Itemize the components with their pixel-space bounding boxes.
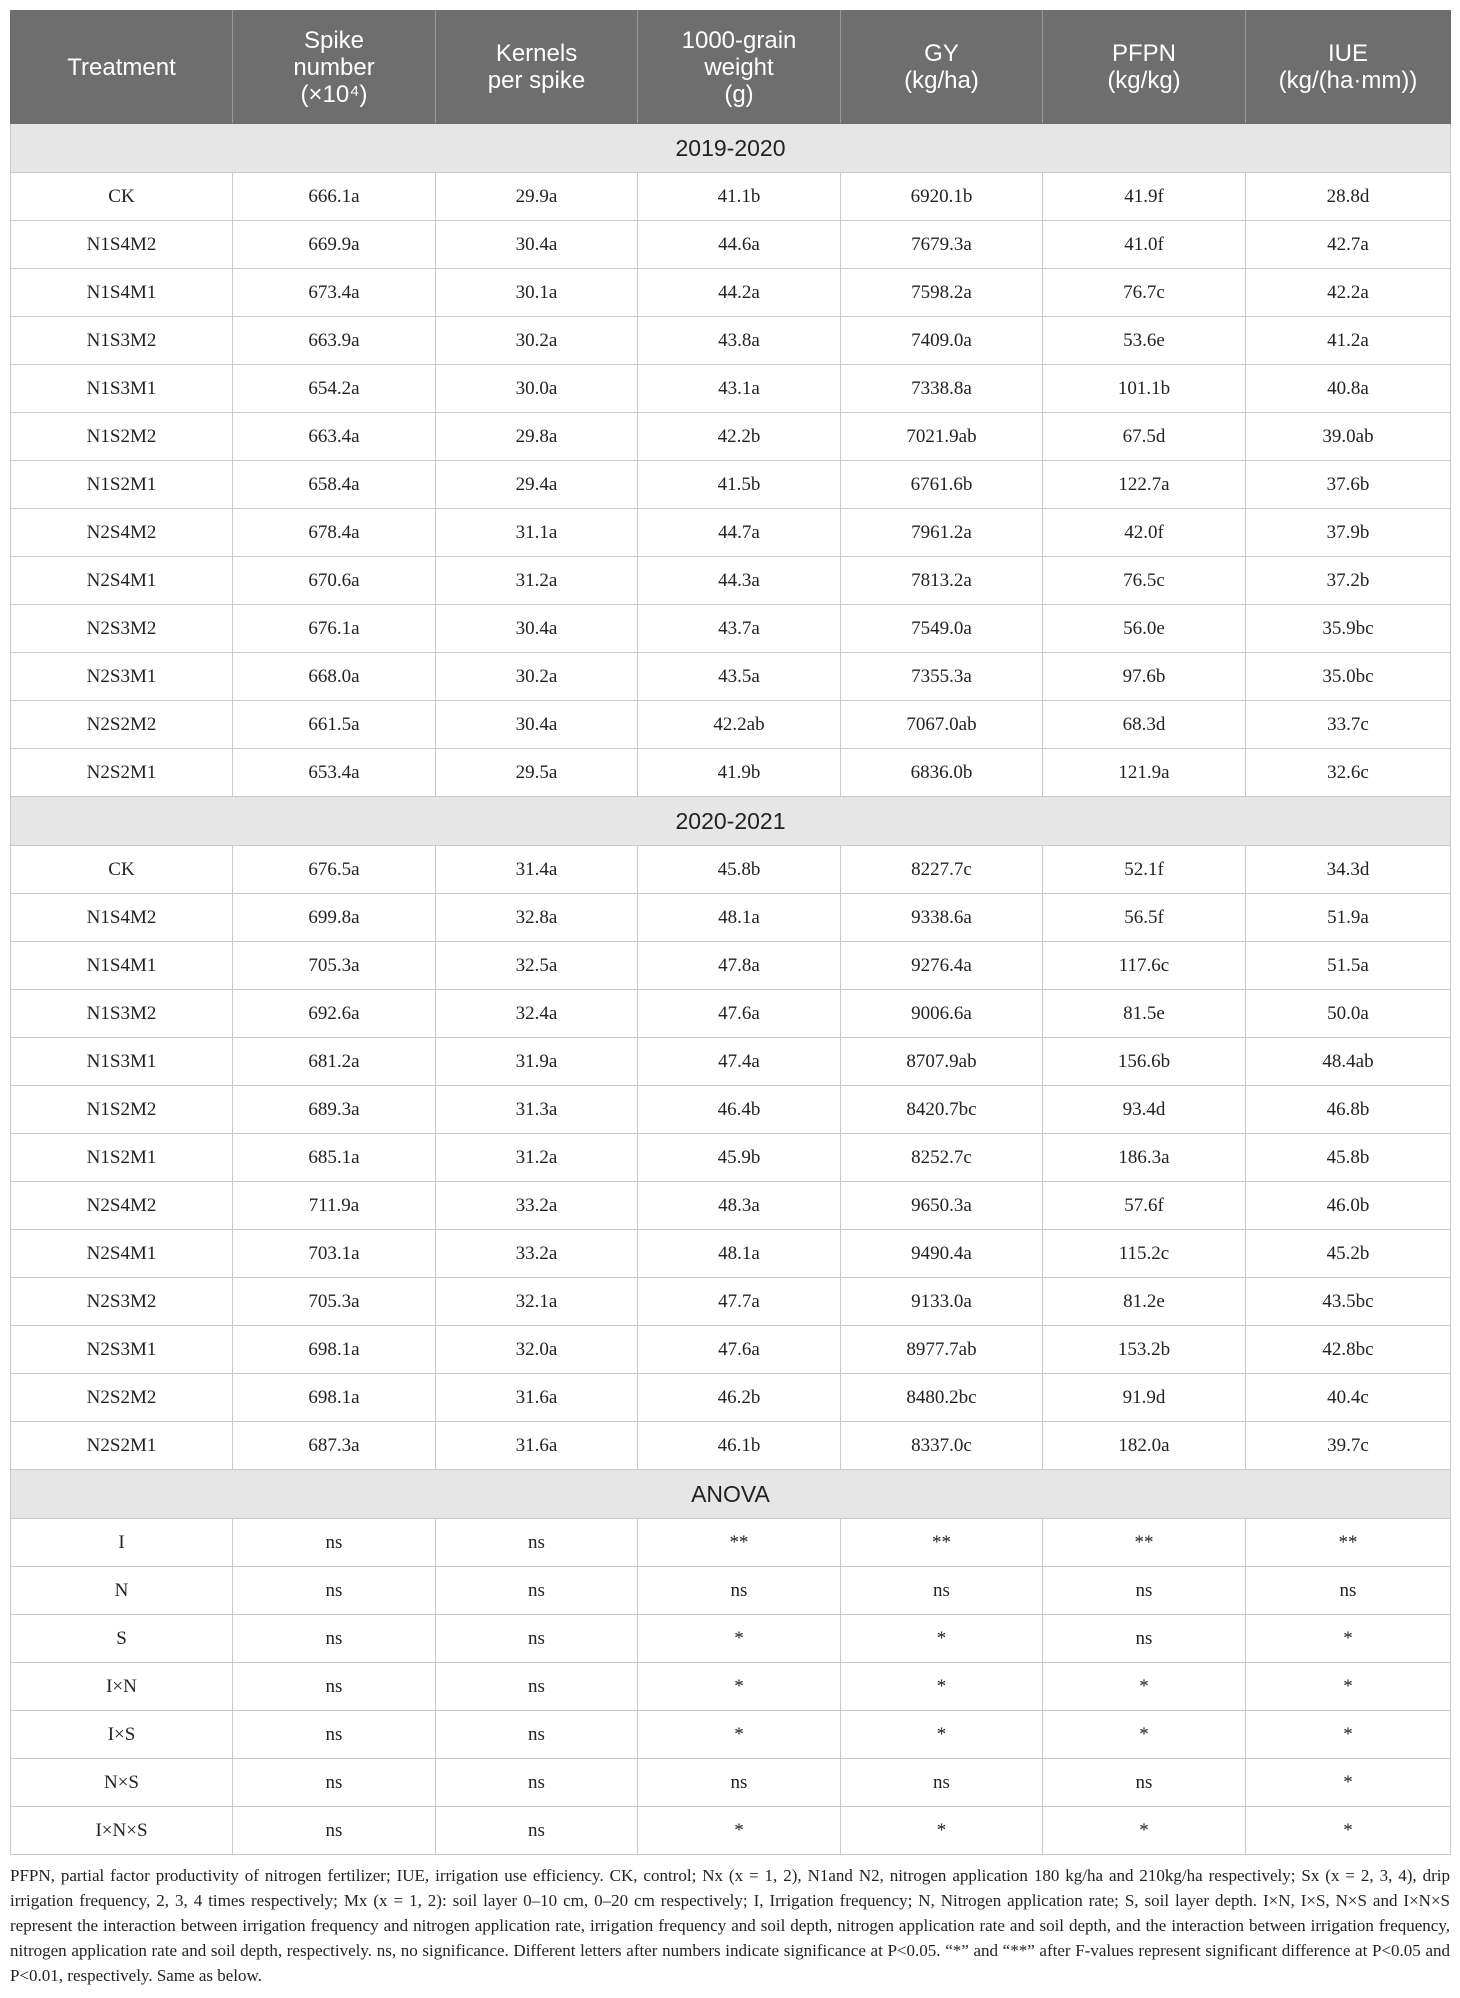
value-cell: 29.5a bbox=[436, 749, 638, 797]
value-cell: ns bbox=[233, 1663, 436, 1711]
column-header bbox=[436, 11, 638, 124]
value-cell: 51.9a bbox=[1246, 894, 1451, 942]
value-cell: 42.2ab bbox=[638, 701, 841, 749]
value-cell: 33.2a bbox=[436, 1182, 638, 1230]
section-title: 2019-2020 bbox=[11, 124, 1451, 173]
section-header-row bbox=[11, 1470, 1451, 1519]
value-cell: ns bbox=[841, 1759, 1043, 1807]
column-header-line: (×10⁴) bbox=[300, 80, 368, 108]
value-cell: 7813.2a bbox=[841, 557, 1043, 605]
value-cell: 6836.0b bbox=[841, 749, 1043, 797]
value-cell: 47.8a bbox=[638, 942, 841, 990]
treatment-cell: N1S3M2 bbox=[11, 990, 233, 1038]
value-cell: 41.1b bbox=[638, 173, 841, 221]
column-header bbox=[841, 11, 1043, 124]
value-cell: 182.0a bbox=[1043, 1422, 1246, 1470]
section-title: ANOVA bbox=[11, 1470, 1451, 1519]
value-cell: 42.7a bbox=[1246, 221, 1451, 269]
value-cell: ** bbox=[638, 1519, 841, 1567]
value-cell: 43.8a bbox=[638, 317, 841, 365]
value-cell: 668.0a bbox=[233, 653, 436, 701]
value-cell: 32.5a bbox=[436, 942, 638, 990]
column-header bbox=[1043, 11, 1246, 124]
value-cell: 6761.6b bbox=[841, 461, 1043, 509]
table-row bbox=[11, 1374, 1451, 1422]
value-cell: ** bbox=[1246, 1519, 1451, 1567]
value-cell: 8420.7bc bbox=[841, 1086, 1043, 1134]
value-cell: 41.9b bbox=[638, 749, 841, 797]
value-cell: 7067.0ab bbox=[841, 701, 1043, 749]
table-row bbox=[11, 1182, 1451, 1230]
value-cell: 31.3a bbox=[436, 1086, 638, 1134]
value-cell: 654.2a bbox=[233, 365, 436, 413]
header-row bbox=[11, 11, 1451, 124]
section-header-row bbox=[11, 797, 1451, 846]
table-row bbox=[11, 557, 1451, 605]
column-header-line: Spike bbox=[303, 26, 365, 54]
treatment-cell: N1S3M2 bbox=[11, 317, 233, 365]
value-cell: 76.5c bbox=[1043, 557, 1246, 605]
column-header-line: (kg/kg) bbox=[1107, 67, 1181, 94]
value-cell: 43.5a bbox=[638, 653, 841, 701]
value-cell: 673.4a bbox=[233, 269, 436, 317]
table-row bbox=[11, 365, 1451, 413]
value-cell: * bbox=[1043, 1807, 1246, 1855]
treatment-cell: N2S3M1 bbox=[11, 653, 233, 701]
column-header-line: number bbox=[293, 53, 375, 81]
value-cell: 44.6a bbox=[638, 221, 841, 269]
value-cell: * bbox=[1246, 1663, 1451, 1711]
value-cell: * bbox=[638, 1663, 841, 1711]
value-cell: 67.5d bbox=[1043, 413, 1246, 461]
treatment-cell: N1S2M1 bbox=[11, 1134, 233, 1182]
value-cell: 30.4a bbox=[436, 221, 638, 269]
value-cell: 676.5a bbox=[233, 846, 436, 894]
value-cell: 34.3d bbox=[1246, 846, 1451, 894]
value-cell: 699.8a bbox=[233, 894, 436, 942]
value-cell: 711.9a bbox=[233, 1182, 436, 1230]
treatment-cell: N1S2M2 bbox=[11, 1086, 233, 1134]
value-cell: 32.8a bbox=[436, 894, 638, 942]
table-row bbox=[11, 1615, 1451, 1663]
table-row bbox=[11, 1422, 1451, 1470]
column-header bbox=[638, 11, 841, 124]
value-cell: 9338.6a bbox=[841, 894, 1043, 942]
value-cell: 29.4a bbox=[436, 461, 638, 509]
value-cell: ns bbox=[436, 1711, 638, 1759]
value-cell: 35.9bc bbox=[1246, 605, 1451, 653]
treatment-cell: N2S4M1 bbox=[11, 1230, 233, 1278]
value-cell: 48.3a bbox=[638, 1182, 841, 1230]
value-cell: 37.9b bbox=[1246, 509, 1451, 557]
value-cell: 653.4a bbox=[233, 749, 436, 797]
value-cell: 705.3a bbox=[233, 942, 436, 990]
value-cell: ns bbox=[1043, 1615, 1246, 1663]
value-cell: 9133.0a bbox=[841, 1278, 1043, 1326]
column-header-line: weight bbox=[704, 53, 774, 81]
table-row bbox=[11, 1134, 1451, 1182]
value-cell: 35.0bc bbox=[1246, 653, 1451, 701]
column-header-line: per spike bbox=[487, 67, 586, 94]
value-cell: 8707.9ab bbox=[841, 1038, 1043, 1086]
value-cell: 44.7a bbox=[638, 509, 841, 557]
value-cell: 32.0a bbox=[436, 1326, 638, 1374]
value-cell: 31.4a bbox=[436, 846, 638, 894]
column-header-line: Kernels bbox=[495, 40, 578, 67]
value-cell: 97.6b bbox=[1043, 653, 1246, 701]
value-cell: 117.6c bbox=[1043, 942, 1246, 990]
value-cell: 31.1a bbox=[436, 509, 638, 557]
value-cell: 31.6a bbox=[436, 1374, 638, 1422]
table-container bbox=[10, 10, 1450, 1988]
value-cell: 50.0a bbox=[1246, 990, 1451, 1038]
table-row bbox=[11, 1807, 1451, 1855]
value-cell: 40.8a bbox=[1246, 365, 1451, 413]
value-cell: ns bbox=[1043, 1567, 1246, 1615]
value-cell: 46.4b bbox=[638, 1086, 841, 1134]
table-row bbox=[11, 846, 1451, 894]
value-cell: 42.2a bbox=[1246, 269, 1451, 317]
value-cell: 666.1a bbox=[233, 173, 436, 221]
value-cell: 661.5a bbox=[233, 701, 436, 749]
value-cell: 689.3a bbox=[233, 1086, 436, 1134]
table-row bbox=[11, 413, 1451, 461]
value-cell: * bbox=[1043, 1711, 1246, 1759]
value-cell: ns bbox=[233, 1615, 436, 1663]
value-cell: 8337.0c bbox=[841, 1422, 1043, 1470]
value-cell: 53.6e bbox=[1043, 317, 1246, 365]
column-header-line: IUE bbox=[1327, 40, 1368, 67]
value-cell: 685.1a bbox=[233, 1134, 436, 1182]
value-cell: 663.9a bbox=[233, 317, 436, 365]
value-cell: * bbox=[1246, 1711, 1451, 1759]
table-header bbox=[11, 11, 1451, 124]
value-cell: ns bbox=[233, 1567, 436, 1615]
value-cell: ns bbox=[436, 1519, 638, 1567]
value-cell: 43.1a bbox=[638, 365, 841, 413]
treatment-cell: CK bbox=[11, 846, 233, 894]
table-row bbox=[11, 653, 1451, 701]
value-cell: 122.7a bbox=[1043, 461, 1246, 509]
value-cell: 698.1a bbox=[233, 1326, 436, 1374]
treatment-cell: N2S3M2 bbox=[11, 605, 233, 653]
value-cell: 33.7c bbox=[1246, 701, 1451, 749]
value-cell: 6920.1b bbox=[841, 173, 1043, 221]
value-cell: 7355.3a bbox=[841, 653, 1043, 701]
value-cell: 9006.6a bbox=[841, 990, 1043, 1038]
value-cell: 8977.7ab bbox=[841, 1326, 1043, 1374]
value-cell: ns bbox=[638, 1567, 841, 1615]
treatment-cell: N1S3M1 bbox=[11, 365, 233, 413]
value-cell: 45.9b bbox=[638, 1134, 841, 1182]
treatment-cell: N1S2M2 bbox=[11, 413, 233, 461]
treatment-cell: N1S4M1 bbox=[11, 942, 233, 990]
value-cell: ns bbox=[233, 1759, 436, 1807]
value-cell: 30.2a bbox=[436, 653, 638, 701]
treatment-cell: N2S2M1 bbox=[11, 1422, 233, 1470]
value-cell: 48.1a bbox=[638, 1230, 841, 1278]
value-cell: 30.1a bbox=[436, 269, 638, 317]
results-table bbox=[10, 10, 1451, 1855]
treatment-cell: N2S4M2 bbox=[11, 509, 233, 557]
value-cell: 41.9f bbox=[1043, 173, 1246, 221]
treatment-cell: N2S3M2 bbox=[11, 1278, 233, 1326]
value-cell: * bbox=[638, 1711, 841, 1759]
table-body bbox=[11, 124, 1451, 1855]
table-row bbox=[11, 605, 1451, 653]
value-cell: 32.4a bbox=[436, 990, 638, 1038]
table-footnote: PFPN, partial factor productivity of nitrogen fertilizer; IUE, irrigation use efficiency. CK, control; Nx (x = 1, 2), N1and N2, nitrogen application 180 kg/ha and 210kg/ha respectively; Sx (x = 2, 3, 4), drip irrigation frequency, 2, 3, 4 times respectively; Mx (x = 1, 2): soil layer 0–10 cm, 0–20 cm respectively; I, Irrigation frequency; N, Nitrogen application rate; S, soil layer depth. I×N, I×S, N×S and I×N×S represent the interaction between irrigation frequency and nitrogen application rate, irrigation frequency and soil depth, nitrogen application rate and soil depth, and the interaction between irrigation frequency, nitrogen application rate and soil depth, respectively. ns, no significance. Different letters after numbers indicate significance at P<0.05. “*” and “**” after F-values represent significant difference at P<0.05 and P<0.01, respectively. Same as below. bbox=[10, 1866, 1450, 1985]
value-cell: 9276.4a bbox=[841, 942, 1043, 990]
table-row bbox=[11, 894, 1451, 942]
value-cell: * bbox=[638, 1615, 841, 1663]
table-row bbox=[11, 942, 1451, 990]
value-cell: 705.3a bbox=[233, 1278, 436, 1326]
value-cell: 678.4a bbox=[233, 509, 436, 557]
value-cell: 41.0f bbox=[1043, 221, 1246, 269]
value-cell: ns bbox=[841, 1567, 1043, 1615]
treatment-cell: N1S2M1 bbox=[11, 461, 233, 509]
value-cell: 31.2a bbox=[436, 557, 638, 605]
value-cell: 47.6a bbox=[638, 990, 841, 1038]
value-cell: 8480.2bc bbox=[841, 1374, 1043, 1422]
treatment-cell: I bbox=[11, 1519, 233, 1567]
table-row bbox=[11, 173, 1451, 221]
value-cell: 658.4a bbox=[233, 461, 436, 509]
value-cell: * bbox=[841, 1807, 1043, 1855]
column-header-line: PFPN bbox=[1111, 40, 1176, 67]
value-cell: 31.2a bbox=[436, 1134, 638, 1182]
treatment-cell: N bbox=[11, 1567, 233, 1615]
value-cell: 47.6a bbox=[638, 1326, 841, 1374]
table-row bbox=[11, 269, 1451, 317]
value-cell: 48.1a bbox=[638, 894, 841, 942]
table-row bbox=[11, 1278, 1451, 1326]
treatment-cell: N2S4M2 bbox=[11, 1182, 233, 1230]
value-cell: 8227.7c bbox=[841, 846, 1043, 894]
value-cell: 37.6b bbox=[1246, 461, 1451, 509]
value-cell: 39.0ab bbox=[1246, 413, 1451, 461]
value-cell: 81.5e bbox=[1043, 990, 1246, 1038]
value-cell: 44.3a bbox=[638, 557, 841, 605]
value-cell: ns bbox=[1246, 1567, 1451, 1615]
value-cell: 42.8bc bbox=[1246, 1326, 1451, 1374]
value-cell: 56.5f bbox=[1043, 894, 1246, 942]
value-cell: ns bbox=[436, 1567, 638, 1615]
table-row bbox=[11, 1711, 1451, 1759]
value-cell: 7598.2a bbox=[841, 269, 1043, 317]
value-cell: 9490.4a bbox=[841, 1230, 1043, 1278]
treatment-cell: N1S3M1 bbox=[11, 1038, 233, 1086]
value-cell: 9650.3a bbox=[841, 1182, 1043, 1230]
treatment-cell: N2S3M1 bbox=[11, 1326, 233, 1374]
value-cell: 76.7c bbox=[1043, 269, 1246, 317]
table-row bbox=[11, 1326, 1451, 1374]
value-cell: * bbox=[841, 1711, 1043, 1759]
value-cell: 81.2e bbox=[1043, 1278, 1246, 1326]
value-cell: ns bbox=[436, 1615, 638, 1663]
value-cell: 30.2a bbox=[436, 317, 638, 365]
value-cell: 670.6a bbox=[233, 557, 436, 605]
value-cell: * bbox=[1043, 1663, 1246, 1711]
value-cell: 7338.8a bbox=[841, 365, 1043, 413]
treatment-cell: I×N bbox=[11, 1663, 233, 1711]
table-row bbox=[11, 749, 1451, 797]
value-cell: 30.4a bbox=[436, 605, 638, 653]
value-cell: 45.8b bbox=[638, 846, 841, 894]
value-cell: 663.4a bbox=[233, 413, 436, 461]
value-cell: 7549.0a bbox=[841, 605, 1043, 653]
value-cell: 68.3d bbox=[1043, 701, 1246, 749]
value-cell: * bbox=[841, 1615, 1043, 1663]
value-cell: 93.4d bbox=[1043, 1086, 1246, 1134]
table-row bbox=[11, 509, 1451, 557]
column-header bbox=[1246, 11, 1451, 124]
section-title: 2020-2021 bbox=[11, 797, 1451, 846]
value-cell: 91.9d bbox=[1043, 1374, 1246, 1422]
value-cell: 29.9a bbox=[436, 173, 638, 221]
value-cell: 681.2a bbox=[233, 1038, 436, 1086]
value-cell: 57.6f bbox=[1043, 1182, 1246, 1230]
value-cell: ns bbox=[436, 1807, 638, 1855]
treatment-cell: I×N×S bbox=[11, 1807, 233, 1855]
value-cell: 45.2b bbox=[1246, 1230, 1451, 1278]
value-cell: 30.4a bbox=[436, 701, 638, 749]
treatment-cell: CK bbox=[11, 173, 233, 221]
treatment-cell: N2S2M1 bbox=[11, 749, 233, 797]
table-row bbox=[11, 221, 1451, 269]
value-cell: 30.0a bbox=[436, 365, 638, 413]
value-cell: 41.5b bbox=[638, 461, 841, 509]
treatment-cell: N1S4M2 bbox=[11, 894, 233, 942]
column-header-line: 1000-grain bbox=[681, 26, 797, 54]
column-header-line: (kg/(ha·mm)) bbox=[1278, 67, 1418, 94]
table-row bbox=[11, 990, 1451, 1038]
value-cell: 7679.3a bbox=[841, 221, 1043, 269]
value-cell: 46.8b bbox=[1246, 1086, 1451, 1134]
treatment-cell: N2S2M2 bbox=[11, 1374, 233, 1422]
value-cell: * bbox=[841, 1663, 1043, 1711]
value-cell: 692.6a bbox=[233, 990, 436, 1038]
table-row bbox=[11, 1759, 1451, 1807]
value-cell: 43.5bc bbox=[1246, 1278, 1451, 1326]
value-cell: 8252.7c bbox=[841, 1134, 1043, 1182]
value-cell: 7409.0a bbox=[841, 317, 1043, 365]
value-cell: 46.0b bbox=[1246, 1182, 1451, 1230]
treatment-cell: S bbox=[11, 1615, 233, 1663]
value-cell: 676.1a bbox=[233, 605, 436, 653]
value-cell: 47.7a bbox=[638, 1278, 841, 1326]
treatment-cell: I×S bbox=[11, 1711, 233, 1759]
value-cell: 669.9a bbox=[233, 221, 436, 269]
column-header bbox=[233, 11, 436, 124]
column-header-line: GY bbox=[924, 40, 959, 67]
value-cell: * bbox=[1246, 1759, 1451, 1807]
table-row bbox=[11, 1519, 1451, 1567]
table-row bbox=[11, 1086, 1451, 1134]
value-cell: 41.2a bbox=[1246, 317, 1451, 365]
column-header-line: (g) bbox=[724, 80, 754, 108]
value-cell: 698.1a bbox=[233, 1374, 436, 1422]
value-cell: 186.3a bbox=[1043, 1134, 1246, 1182]
value-cell: 43.7a bbox=[638, 605, 841, 653]
table-row bbox=[11, 1230, 1451, 1278]
table-row bbox=[11, 461, 1451, 509]
value-cell: 115.2c bbox=[1043, 1230, 1246, 1278]
value-cell: 44.2a bbox=[638, 269, 841, 317]
section-header-row bbox=[11, 124, 1451, 173]
value-cell: 46.2b bbox=[638, 1374, 841, 1422]
value-cell: 153.2b bbox=[1043, 1326, 1246, 1374]
table-row bbox=[11, 317, 1451, 365]
value-cell: ** bbox=[1043, 1519, 1246, 1567]
column-header bbox=[11, 11, 233, 124]
value-cell: ** bbox=[841, 1519, 1043, 1567]
table-row bbox=[11, 1038, 1451, 1086]
value-cell: 29.8a bbox=[436, 413, 638, 461]
value-cell: ns bbox=[1043, 1759, 1246, 1807]
table-row bbox=[11, 1567, 1451, 1615]
treatment-cell: N1S4M2 bbox=[11, 221, 233, 269]
value-cell: 33.2a bbox=[436, 1230, 638, 1278]
table-row bbox=[11, 701, 1451, 749]
value-cell: * bbox=[1246, 1615, 1451, 1663]
value-cell: 31.9a bbox=[436, 1038, 638, 1086]
value-cell: 31.6a bbox=[436, 1422, 638, 1470]
value-cell: 32.6c bbox=[1246, 749, 1451, 797]
value-cell: 156.6b bbox=[1043, 1038, 1246, 1086]
value-cell: 7021.9ab bbox=[841, 413, 1043, 461]
value-cell: ns bbox=[233, 1519, 436, 1567]
value-cell: 32.1a bbox=[436, 1278, 638, 1326]
value-cell: 52.1f bbox=[1043, 846, 1246, 894]
value-cell: 51.5a bbox=[1246, 942, 1451, 990]
value-cell: 42.2b bbox=[638, 413, 841, 461]
value-cell: 45.8b bbox=[1246, 1134, 1451, 1182]
treatment-cell: N2S4M1 bbox=[11, 557, 233, 605]
value-cell: 121.9a bbox=[1043, 749, 1246, 797]
treatment-cell: N2S2M2 bbox=[11, 701, 233, 749]
value-cell: 39.7c bbox=[1246, 1422, 1451, 1470]
column-header-line: (kg/ha) bbox=[904, 67, 979, 94]
value-cell: 42.0f bbox=[1043, 509, 1246, 557]
value-cell: * bbox=[638, 1807, 841, 1855]
value-cell: 46.1b bbox=[638, 1422, 841, 1470]
value-cell: 687.3a bbox=[233, 1422, 436, 1470]
value-cell: ns bbox=[638, 1759, 841, 1807]
column-header-line: Treatment bbox=[67, 53, 176, 81]
value-cell: 7961.2a bbox=[841, 509, 1043, 557]
value-cell: 56.0e bbox=[1043, 605, 1246, 653]
value-cell: ns bbox=[436, 1663, 638, 1711]
treatment-cell: N×S bbox=[11, 1759, 233, 1807]
table-row bbox=[11, 1663, 1451, 1711]
value-cell: 703.1a bbox=[233, 1230, 436, 1278]
treatment-cell: N1S4M1 bbox=[11, 269, 233, 317]
value-cell: 101.1b bbox=[1043, 365, 1246, 413]
value-cell: ns bbox=[233, 1711, 436, 1759]
value-cell: ns bbox=[436, 1759, 638, 1807]
value-cell: ns bbox=[233, 1807, 436, 1855]
value-cell: 28.8d bbox=[1246, 173, 1451, 221]
value-cell: * bbox=[1246, 1807, 1451, 1855]
value-cell: 48.4ab bbox=[1246, 1038, 1451, 1086]
value-cell: 37.2b bbox=[1246, 557, 1451, 605]
value-cell: 40.4c bbox=[1246, 1374, 1451, 1422]
value-cell: 47.4a bbox=[638, 1038, 841, 1086]
